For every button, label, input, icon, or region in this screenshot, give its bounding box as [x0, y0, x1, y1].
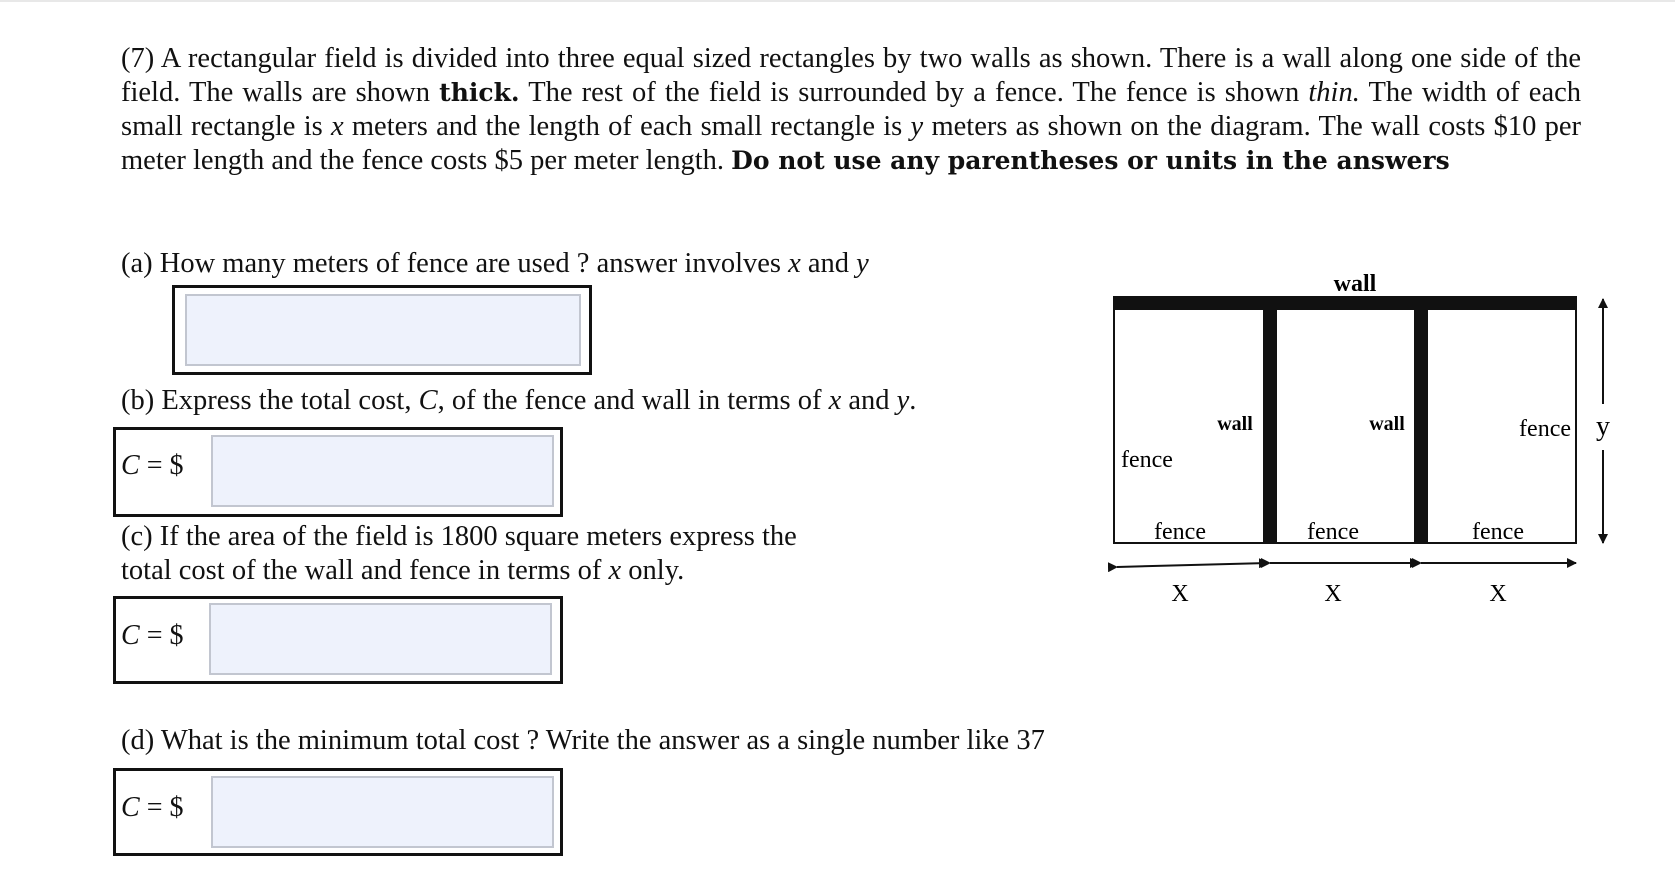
y-label: y: [1596, 411, 1610, 442]
problem-text-3c: meters as shown on the diagram. The wall costs $10 per meter length and the fence costs $5 per meter length.: [121, 111, 1582, 176]
interior-wall-2: [1414, 304, 1428, 544]
field-outline: [1114, 305, 1576, 543]
thin-word: thin.: [1308, 77, 1360, 108]
fence-right-label: fence: [1519, 416, 1571, 442]
wall-2-label: wall: [1369, 413, 1405, 435]
problem-text-3a: The width of each small rectangle is: [121, 77, 1581, 142]
top-wall: [1113, 296, 1577, 310]
var-x: x: [330, 111, 344, 142]
instruction: Do not use any parentheses or units in the answers: [731, 146, 1450, 175]
interior-wall-1: [1263, 304, 1277, 544]
part-c-text: total cost of the wall and fence in terms of: [121, 555, 602, 586]
part-c-x: x: [608, 555, 622, 586]
part-b-middle: , of the fence and wall in terms of: [437, 385, 822, 416]
part-d-label-rest: = $: [139, 792, 184, 823]
part-c-label-rest: = $: [139, 620, 184, 651]
problem-text-3b: meters and the length of each small rectangle is: [351, 111, 903, 142]
wall-top-label: wall: [1333, 271, 1377, 297]
part-b-label-rest: = $: [139, 450, 184, 481]
part-b-x: x: [828, 385, 842, 416]
problem-text-1: A rectangular field is divided into three equal sized rectangles by two walls as shown. There is a wall along one side of the field. The walls are shown: [121, 43, 1581, 108]
x-label-1: X: [1171, 581, 1189, 607]
part-a-text: (a) How many meters of fence are used ? answer involves: [121, 248, 781, 279]
fence-left-label: fence: [1121, 447, 1173, 473]
fence-bottom-2-label: fence: [1307, 519, 1359, 545]
thick-word: thick.: [439, 78, 520, 107]
part-b-c: C: [418, 385, 438, 416]
fence-bottom-3-label: fence: [1472, 519, 1524, 545]
part-a-y: y: [856, 248, 869, 279]
part-c-line-1: (c) If the area of the field is 1800 square meters express the: [121, 521, 797, 552]
var-y: y: [910, 111, 924, 142]
x-label-3: X: [1489, 581, 1507, 607]
fence-bottom-1-label: fence: [1154, 519, 1206, 545]
part-a-x: x: [788, 248, 801, 279]
part-b-and: and: [848, 385, 890, 416]
problem-number: (7): [121, 43, 155, 74]
part-c-only: only.: [628, 555, 685, 586]
part-b-end: .: [909, 385, 917, 416]
part-b-label-c: C: [121, 450, 140, 481]
part-b-y: y: [896, 385, 910, 416]
x-label-2: X: [1324, 581, 1342, 607]
part-d-label-c: C: [121, 792, 140, 823]
part-d-question: (d) What is the minimum total cost ? Write the answer as a single number like 37: [121, 725, 1045, 756]
problem-text-2: The rest of the field is surrounded by a fence. The fence is shown: [528, 77, 1300, 108]
wall-1-label: wall: [1217, 413, 1253, 435]
part-a-and: and: [807, 248, 850, 279]
part-b-text: (b) Express the total cost,: [121, 385, 412, 416]
x-arrow-1: [1117, 563, 1268, 567]
part-c-label-c: C: [121, 620, 140, 651]
